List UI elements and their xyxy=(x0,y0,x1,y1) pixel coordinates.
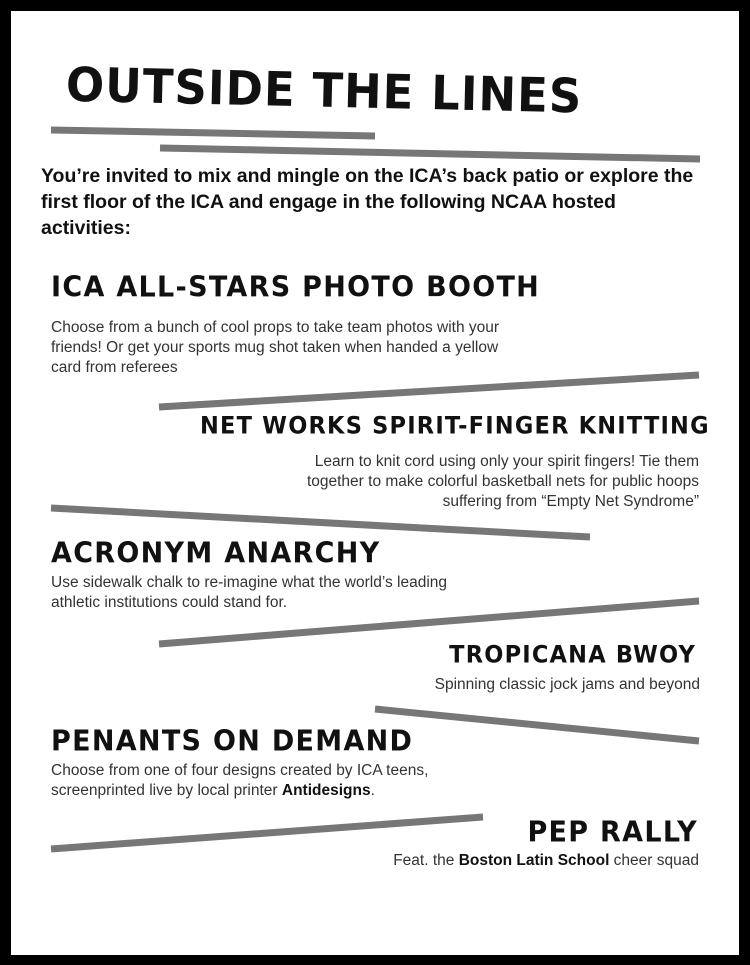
activity-heading: TROPICANA BWOY xyxy=(449,641,696,669)
activity-heading: NET WORKS SPIRIT-FINGER KNITTING xyxy=(200,412,710,440)
activity-description: Choose from one of four designs created by ICA teens, screenprinted live by local printer Antidesigns. xyxy=(51,762,429,799)
stripe xyxy=(159,375,699,407)
page-title: OUTSIDE THE LINES xyxy=(65,56,583,125)
printer-name: Antidesigns xyxy=(281,782,371,799)
activity-description: Choose from a bunch of cool props to take team photos with your friends! Or get your sports mug shot taken when handed a yellow card from referees xyxy=(51,319,500,376)
activity-description: Learn to knit cord using only your spirit fingers! Tie them together to make colorful basketball nets for public hoops suffering from “Empty Net Syndrome” xyxy=(306,453,699,510)
activity-heading: ACRONYM ANARCHY xyxy=(51,537,381,570)
school-name: Boston Latin School xyxy=(458,852,610,869)
stripe xyxy=(51,508,590,537)
activity-heading: PENANTS ON DEMAND xyxy=(51,725,414,758)
stripe xyxy=(375,709,699,741)
activity-heading: ICA ALL-STARS PHOTO BOOTH xyxy=(51,271,541,304)
stripe xyxy=(51,130,375,136)
activity-description: Spinning classic jock jams and beyond xyxy=(434,676,700,693)
activity-description: Use sidewalk chalk to re-imagine what the world’s leading athletic institutions could stand for. xyxy=(51,574,448,611)
stripe xyxy=(160,148,700,159)
activity-description: Feat. the Boston Latin School cheer squad xyxy=(393,852,699,869)
activity-heading: PEP RALLY xyxy=(527,816,698,849)
intro-text: You’re invited to mix and mingle on the ICA’s back patio or explore the first floor of the ICA and engage in the following NCAA hosted activities: xyxy=(41,165,694,239)
